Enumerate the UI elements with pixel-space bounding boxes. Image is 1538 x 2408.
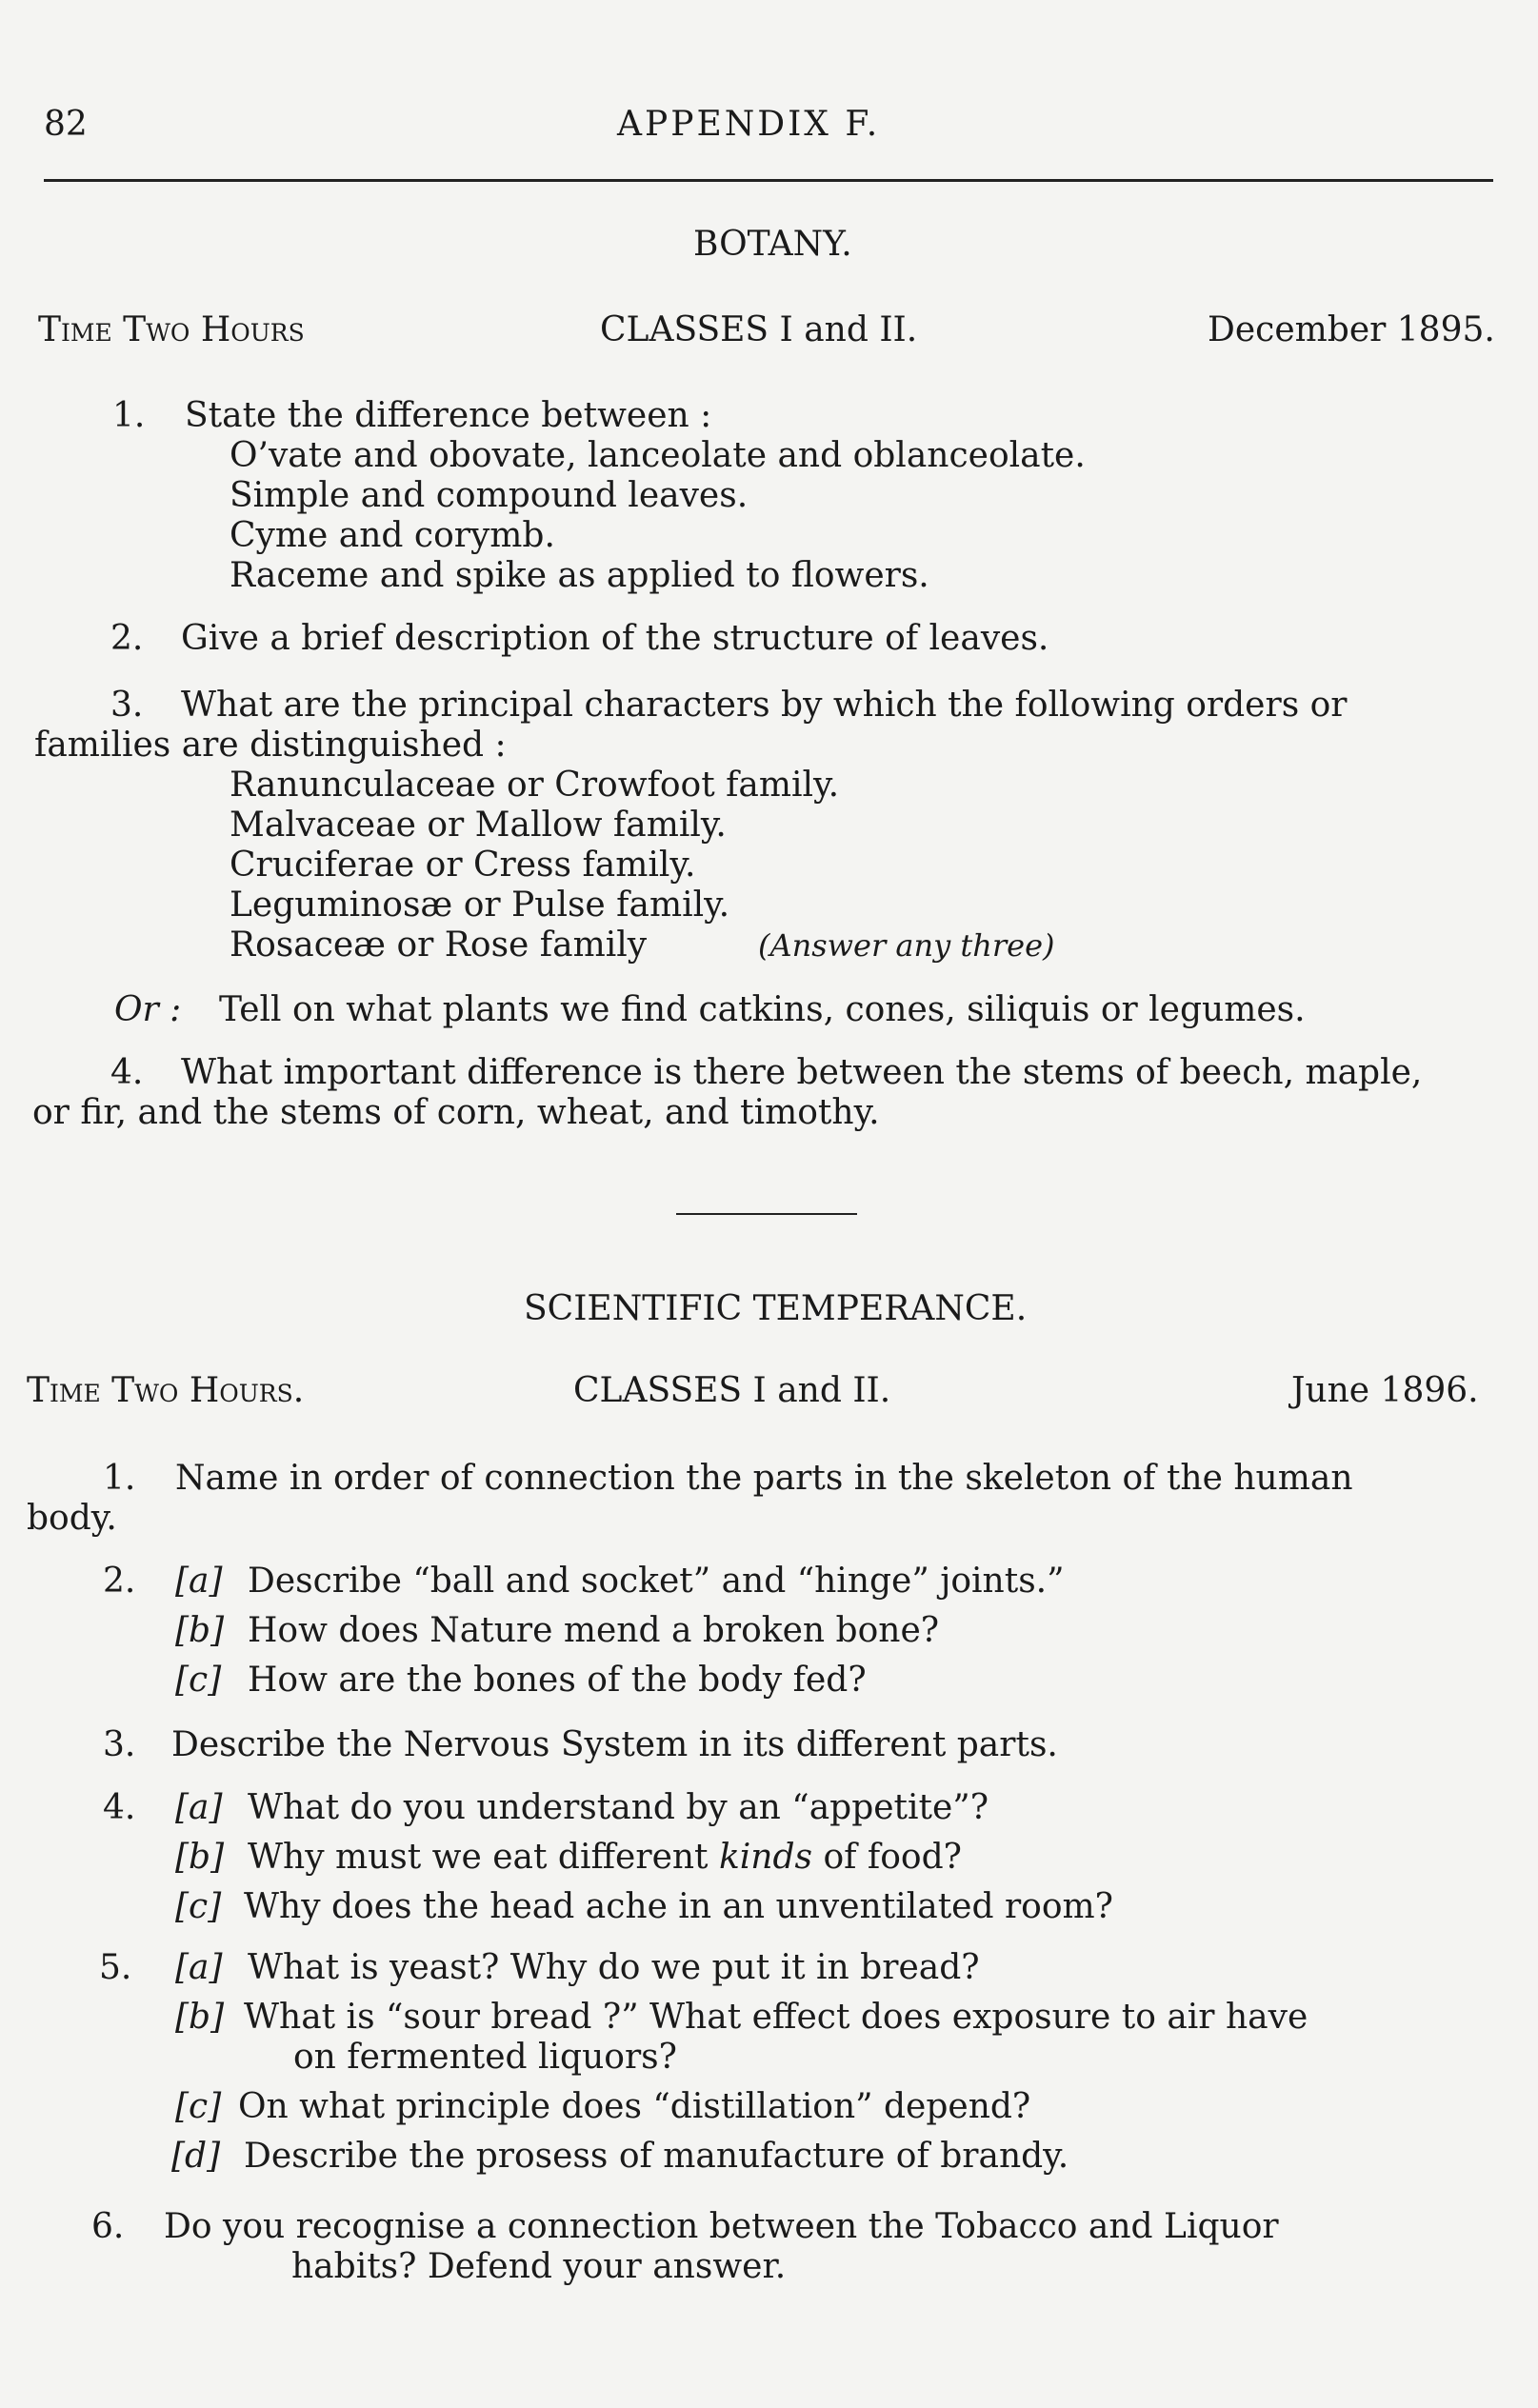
botany-q3-line2: families are distinguished : [34, 726, 507, 765]
botany-q1-item: Raceme and spike as applied to flowers. [230, 556, 929, 595]
temperance-q5c-text: On what principle does “distillation” depend? [238, 2087, 1031, 2126]
temperance-q2c-label: [c] [175, 1661, 222, 1700]
temperance-time: Time Two Hours. [27, 1371, 305, 1410]
botany-q3-item: Ranunculaceae or Crowfoot family. [230, 766, 840, 805]
temperance-q2-number: 2. [103, 1562, 136, 1601]
temperance-q1-number: 1. [103, 1459, 136, 1498]
temperance-q2a-label: [a] [175, 1562, 223, 1601]
temperance-q5d-label: [d] [171, 2137, 221, 2176]
botany-q1-item: Cyme and corymb. [230, 516, 555, 555]
temperance-q4b-text [248, 1838, 962, 1878]
temperance-q2c-text: How are the bones of the body fed? [248, 1661, 867, 1700]
page-number: 82 [44, 105, 88, 144]
botany-q4-line2: or fir, and the stems of corn, wheat, and timothy. [32, 1093, 880, 1132]
temperance-q1-line1: Name in order of connection the parts in the skeleton of the human [175, 1459, 1353, 1498]
botany-q4-number: 4. [110, 1053, 144, 1092]
temperance-q5b-label: [b] [175, 1998, 225, 2037]
temperance-q2a-text: Describe “ball and socket” and “hinge” joints.” [248, 1562, 1065, 1601]
temperance-q4b-post: of food? [812, 1838, 962, 1877]
botany-q4-line1: What important difference is there between the stems of beech, maple, [181, 1053, 1423, 1092]
botany-q3-number: 3. [110, 686, 144, 725]
botany-q1-item: O’vate and obovate, lanceolate and oblanceolate. [230, 436, 1086, 475]
botany-classes: CLASSES I and II. [600, 310, 918, 349]
temperance-q5b-line2: on fermented liquors? [293, 2038, 677, 2077]
temperance-q5a-label: [a] [175, 1948, 223, 1987]
temperance-q6-number: 6. [91, 2207, 125, 2246]
section-title-botany: BOTANY. [693, 225, 852, 264]
temperance-q1-line2: body. [27, 1499, 117, 1538]
botany-or-label: Or : [114, 990, 182, 1029]
botany-q3-note: (Answer any three) [758, 927, 1055, 964]
temperance-q5c-label: [c] [175, 2087, 222, 2126]
botany-or-text: Tell on what plants we find catkins, cones, siliquis or legumes. [219, 990, 1306, 1029]
temperance-q4a-text: What do you understand by an “appetite”? [248, 1788, 989, 1827]
temperance-date: June 1896. [1291, 1371, 1479, 1410]
botany-time: Time Two Hours [38, 310, 305, 349]
temperance-q2b-text: How does Nature mend a broken bone? [248, 1611, 940, 1650]
temperance-q2b-label: [b] [175, 1611, 225, 1650]
temperance-q4b-emphasis: kinds [718, 1838, 813, 1877]
section-divider [676, 1213, 857, 1215]
temperance-q3-number: 3. [103, 1725, 136, 1764]
temperance-q6-line1: Do you recognise a connection between the Tobacco and Liquor [164, 2207, 1279, 2246]
botany-q3-line1: What are the principal characters by which the following orders or [181, 686, 1348, 725]
temperance-q5b-line1: What is “sour bread ?” What effect does exposure to air have [244, 1998, 1308, 2037]
running-title: APPENDIX F. [617, 105, 881, 144]
botany-q2-number: 2. [110, 619, 144, 658]
header-rule [44, 179, 1493, 182]
temperance-classes: CLASSES I and II. [573, 1371, 891, 1410]
botany-q3-item: Malvaceae or Mallow family. [230, 806, 727, 845]
temperance-q4b-pre: Why must we eat different [248, 1838, 719, 1877]
botany-q1-item: Simple and compound leaves. [230, 476, 749, 515]
temperance-q3-text: Describe the Nervous System in its different parts. [171, 1725, 1058, 1764]
temperance-q5-number: 5. [99, 1948, 132, 1987]
temperance-q4b-label: [b] [175, 1838, 225, 1877]
botany-q1-number: 1. [112, 396, 146, 435]
botany-q2-text: Give a brief description of the structure of leaves. [181, 619, 1049, 658]
botany-q3-item: Cruciferae or Cress family. [230, 846, 696, 885]
botany-q3-item: Rosaceæ or Rose family [230, 925, 648, 965]
botany-date: December 1895. [1208, 310, 1495, 349]
section-title-temperance: SCIENTIFIC TEMPERANCE. [524, 1289, 1028, 1328]
temperance-q5a-text: What is yeast? Why do we put it in bread? [248, 1948, 980, 1987]
temperance-q4a-label: [a] [175, 1788, 223, 1827]
temperance-q4c-text: Why does the head ache in an unventilated room? [244, 1887, 1113, 1926]
botany-q3-item: Leguminosæ or Pulse family. [230, 886, 730, 925]
temperance-q6-line2: habits? Defend your answer. [291, 2247, 787, 2286]
temperance-q4c-label: [c] [175, 1887, 222, 1926]
botany-q1-text: State the difference between : [185, 396, 712, 435]
temperance-q4-number: 4. [103, 1788, 136, 1827]
temperance-q5d-text: Describe the prosess of manufacture of brandy. [244, 2137, 1069, 2176]
